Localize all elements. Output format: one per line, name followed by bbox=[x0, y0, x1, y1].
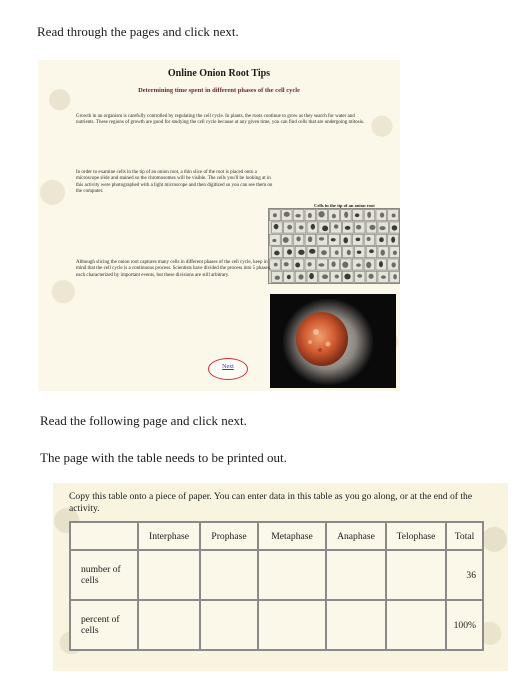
cell-prophase-number bbox=[200, 550, 258, 600]
cell-telophase-number bbox=[386, 550, 446, 600]
instruction-middle: Read the following page and click next. bbox=[40, 413, 247, 428]
data-table-panel bbox=[53, 483, 508, 671]
cell-total-number: 36 bbox=[446, 550, 483, 600]
next-link-label[interactable]: Next bbox=[222, 364, 234, 370]
cell-interphase-percent bbox=[138, 600, 200, 650]
header-prophase: Prophase bbox=[200, 522, 258, 550]
table-instruction: Copy this table onto a piece of paper. You can enter data in this table as you go along, or at the end of the activity. bbox=[69, 491, 473, 514]
cell-metaphase-number bbox=[258, 550, 326, 600]
next-button[interactable] bbox=[208, 358, 248, 380]
phases-paragraph: Although slicing the onion root captures many cells in different phases of the cell cycle, keep in mind that the cell cycle is a continuous process. Scientists have divided the process into 5 phases, each characterized by important events, but these divisions are still arbitrary. bbox=[76, 260, 271, 278]
table-row bbox=[70, 550, 483, 600]
cell-prophase-percent bbox=[200, 600, 258, 650]
method-paragraph: In order to examine cells in the tip of an onion root, a thin slice of the root is placed onto a microscope slide and stained so the chromosomes will be visible. The cells you'll be looking at in this activity were photographed with a light microscope and then digitized so you can see them on the computer. bbox=[76, 170, 273, 195]
root-tip-micrograph bbox=[270, 294, 396, 388]
image-caption: Cells in the tip of an onion root bbox=[314, 203, 375, 208]
row-label-percent: percent of cells bbox=[70, 600, 138, 650]
cell-metaphase-percent bbox=[258, 600, 326, 650]
intro-paragraph: Growth in an organism is carefully controlled by regulating the cell cycle. In plants, the roots continue to grow as they search for water and nutrients. These regions of growth are good for studying the cell cycle because at any given time, you can find cells that are undergoing mitosis. bbox=[76, 114, 365, 126]
cell-telophase-percent bbox=[386, 600, 446, 650]
cell-total-percent: 100% bbox=[446, 600, 483, 650]
onion-root-cells-image bbox=[268, 208, 400, 284]
onion-root-page bbox=[38, 60, 400, 391]
header-total: Total bbox=[446, 522, 483, 550]
row-label-number: number of cells bbox=[70, 550, 138, 600]
header-blank bbox=[70, 522, 138, 550]
header-interphase: Interphase bbox=[138, 522, 200, 550]
cell-anaphase-percent bbox=[326, 600, 386, 650]
phase-data-table bbox=[69, 521, 484, 651]
print-note: The page with the table needs to be printed out. bbox=[40, 450, 287, 465]
table-row bbox=[70, 600, 483, 650]
cell-interphase-number bbox=[138, 550, 200, 600]
instruction-top: Read through the pages and click next. bbox=[37, 24, 239, 39]
header-anaphase: Anaphase bbox=[326, 522, 386, 550]
header-metaphase: Metaphase bbox=[258, 522, 326, 550]
page-subtitle: Determining time spent in different phases of the cell cycle bbox=[138, 87, 300, 94]
page-title: Online Onion Root Tips bbox=[167, 68, 271, 79]
header-telophase: Telophase bbox=[386, 522, 446, 550]
cell-anaphase-number bbox=[326, 550, 386, 600]
